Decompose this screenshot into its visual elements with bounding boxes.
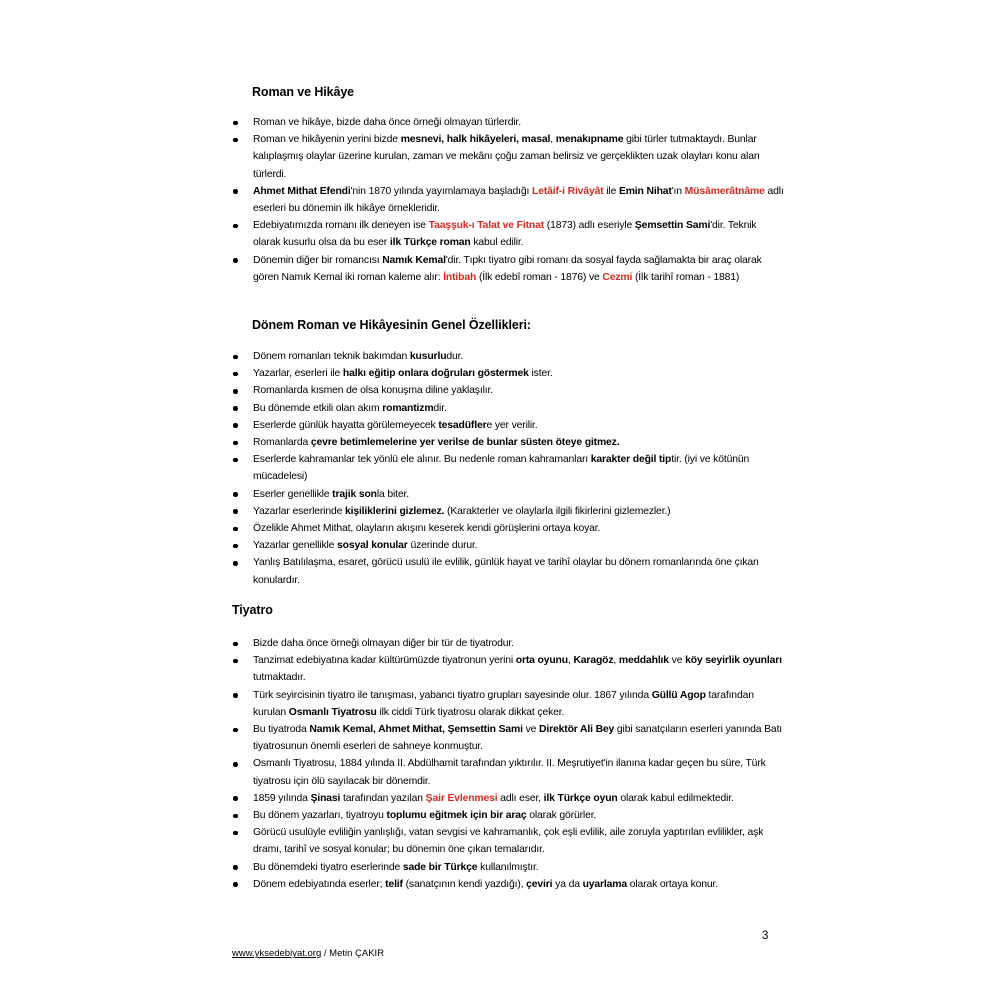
text-segment: 'dir. Teknik olarak kusurlu olsa da bu eser bbox=[253, 220, 757, 249]
text-segment: dur. bbox=[446, 351, 464, 362]
text-segment: tutmaktadır. bbox=[253, 672, 306, 684]
text-segment: olarak ortaya konur. bbox=[627, 878, 719, 890]
list-item bbox=[232, 365, 784, 382]
list-item bbox=[232, 520, 784, 537]
text-segment: e yer verilir. bbox=[486, 419, 538, 431]
section-heading-roman: Roman ve Hikâye bbox=[252, 85, 355, 99]
text-segment: Görücü usulüyle evliliğin yanlışlığı, vatan sevgisi ve kahramanlık, çok eşli evlilik, aile zoruyla yaptırılan evlilikler, aşk dramı, tarihî ve sosyal konular; bu dönemin öne çıkan temalarıdır. bbox=[253, 827, 764, 856]
bullet-list-roman bbox=[232, 114, 784, 286]
bold-text: orta oyunu bbox=[515, 655, 568, 667]
text-segment: 1859 yılında bbox=[253, 792, 311, 804]
list-item bbox=[232, 790, 784, 807]
list-item bbox=[232, 824, 784, 858]
text-segment: Osmanlı Tiyatrosu, 1884 yılında II. Abdülhamit tarafından yıktırılır. II. Meşrutiyet'in ilanına kadar geçen bu süre, Türk tiyatrosu için ölü sayılacak bir dönemdir. bbox=[253, 758, 766, 787]
text-segment: Roman ve hikâye, bizde daha önce örneği olmayan türlerdir. bbox=[253, 117, 521, 128]
bold-text: halkı eğitip onlara doğruları göstermek bbox=[342, 368, 529, 380]
bold-text: köy seyirlik oyunları bbox=[685, 655, 782, 667]
text-segment: olarak görürler. bbox=[526, 810, 597, 822]
list-item bbox=[232, 252, 784, 286]
bold-text: Namık Kemal bbox=[382, 254, 446, 266]
text-segment: Dönem edebiyatında eserler; bbox=[253, 878, 386, 890]
bold-text: kişiliklerini gizlemez. bbox=[344, 505, 445, 517]
bold-text: çevre betimlemelerine yer verilse de bunlar süsten öteye gitmez. bbox=[310, 437, 620, 449]
footer bbox=[232, 948, 384, 959]
text-segment: tarafından kurulan bbox=[253, 689, 754, 718]
list-item bbox=[232, 503, 784, 520]
bold-text: Ahmet Mithat Efendi bbox=[253, 185, 351, 197]
footer-website-link[interactable]: www.yksedebiyat.org bbox=[232, 948, 322, 959]
list-item bbox=[232, 400, 784, 417]
bold-text: mesnevi, halk hikâyeleri, masal bbox=[400, 134, 551, 146]
list-item bbox=[232, 652, 784, 686]
highlighted-title: Letâif-i Rivâyât bbox=[532, 185, 604, 197]
bold-text: uyarlama bbox=[582, 878, 628, 890]
text-segment: ya da bbox=[552, 878, 583, 890]
text-segment: Dönem romanları teknik bakımdan bbox=[253, 351, 410, 362]
text-segment: Yazarlar eserlerinde bbox=[253, 505, 345, 517]
text-segment: adlı eserleri bu dönemin ilk hikâye örnekleridir. bbox=[253, 185, 784, 215]
text-segment: ister. bbox=[528, 368, 553, 380]
text-segment: Yazarlar, eserleri ile bbox=[253, 368, 343, 380]
text-segment: (İlk edebî roman - 1876) ve bbox=[476, 271, 603, 283]
list-item bbox=[232, 635, 784, 652]
bold-text: Namık Kemal, Ahmet Mithat, Şemsettin Sami bbox=[309, 724, 523, 736]
text-segment: dir. bbox=[433, 402, 447, 414]
text-segment: Bu tiyatroda bbox=[253, 724, 310, 736]
bold-text: ilk Türkçe oyun bbox=[543, 792, 618, 804]
bold-text: Şinasi bbox=[310, 792, 341, 804]
text-segment: (İlk tarihî roman - 1881) bbox=[632, 271, 740, 283]
highlighted-title: İntibah bbox=[443, 271, 477, 283]
list-item bbox=[232, 114, 784, 131]
list-item bbox=[232, 537, 784, 554]
footer-separator: / bbox=[321, 948, 330, 959]
text-segment: la biter. bbox=[376, 488, 410, 500]
text-segment: (1873) adlı eseriyle bbox=[544, 220, 635, 232]
text-segment: olarak kabul edilmektedir. bbox=[617, 792, 734, 804]
text-segment: 'nin 1870 yılında yayımlamaya başladığı bbox=[350, 185, 532, 197]
list-item bbox=[232, 131, 784, 183]
text-segment: ve bbox=[522, 724, 540, 736]
highlighted-title: Cezmi bbox=[602, 271, 633, 283]
list-item bbox=[232, 554, 784, 588]
bold-text: Şemsettin Sami bbox=[634, 220, 711, 232]
bold-text: romantizm bbox=[382, 402, 434, 414]
text-segment: Edebiyatımızda romanı ilk deneyen ise bbox=[253, 220, 429, 232]
bold-text: tesadüfler bbox=[438, 419, 487, 431]
section-heading-tiyatro: Tiyatro bbox=[232, 603, 273, 617]
bold-text: ilk Türkçe roman bbox=[389, 237, 471, 249]
bold-text: Güllü Agop bbox=[651, 689, 706, 701]
text-segment: , bbox=[550, 134, 556, 146]
text-segment: Bizde daha önce örneği olmayan diğer bir tür de tiyatrodur. bbox=[253, 638, 514, 649]
list-item bbox=[232, 486, 784, 503]
text-segment: ve bbox=[668, 655, 686, 667]
list-item bbox=[232, 859, 784, 876]
text-segment: Tanzimat edebiyatına kadar kültürümüzde tiyatronun yerini bbox=[253, 655, 516, 667]
text-segment: 'ın bbox=[671, 185, 685, 197]
page-number: 3 bbox=[762, 930, 769, 942]
text-segment: Romanlarda bbox=[253, 437, 311, 449]
bold-text: sade bir Türkçe bbox=[402, 861, 478, 873]
footer-author: Metin ÇAKIR bbox=[329, 948, 385, 959]
bold-text: karakter değil tip bbox=[590, 454, 672, 466]
list-item bbox=[232, 451, 784, 485]
text-segment: ilk ciddi Türk tiyatrosu olarak dikkat çeker. bbox=[376, 706, 565, 718]
bold-text: kusurlu bbox=[409, 351, 447, 362]
bold-text: Osmanlı Tiyatrosu bbox=[288, 706, 377, 718]
list-item bbox=[232, 417, 784, 434]
list-item bbox=[232, 382, 784, 399]
bold-text: Direktör Ali Bey bbox=[539, 724, 615, 736]
list-item bbox=[232, 183, 784, 217]
text-segment: Yazarlar genellikle bbox=[253, 540, 338, 552]
bold-text: çeviri bbox=[526, 878, 553, 890]
text-segment: kabul edilir. bbox=[470, 237, 524, 249]
bullet-list-ozellikler bbox=[232, 348, 784, 589]
bold-text: Karagöz bbox=[573, 655, 614, 667]
text-segment: 'dir. Tıpkı tiyatro gibi romanı da sosyal fayda sağlamakta bir araç olarak gören Namık Kemal iki roman kaleme alır: bbox=[253, 254, 762, 283]
text-segment: Özelikle Ahmet Mithat, olayların akışını keserek kendi görüşlerini ortaya koyar. bbox=[253, 523, 601, 535]
bold-text: trajik son bbox=[332, 488, 377, 500]
list-item bbox=[232, 755, 784, 789]
text-segment: , bbox=[613, 655, 619, 667]
bold-text: toplumu eğitmek için bir araç bbox=[386, 810, 527, 822]
list-item bbox=[232, 348, 784, 365]
list-item bbox=[232, 217, 784, 251]
list-item bbox=[232, 687, 784, 721]
text-segment: Bu dönemde etkili olan akım bbox=[253, 402, 383, 414]
list-item bbox=[232, 434, 784, 451]
text-segment: Eserlerde kahramanlar tek yönlü ele alınır. Bu nedenle roman kahramanları bbox=[253, 454, 591, 466]
list-item bbox=[232, 876, 784, 893]
list-item bbox=[232, 721, 784, 755]
bullet-list-tiyatro bbox=[232, 635, 784, 893]
text-segment: (sanatçının kendi yazdığı), bbox=[402, 878, 527, 890]
text-segment: Yanlış Batılılaşma, esaret, görücü usulü ile evlilik, günlük hayat ve tarihî olaylar bu dönem romanlarında öne çıkan konulardır. bbox=[253, 557, 759, 586]
bold-text: meddahlık bbox=[618, 655, 669, 667]
section-heading-ozellikler: Dönem Roman ve Hikâyesinin Genel Özellikleri: bbox=[252, 318, 531, 332]
text-segment: gibi sanatçıların eserleri yanında Batı tiyatrosunun önemli eserleri de sahneye konmuştur. bbox=[253, 724, 783, 753]
bold-text: menakıpname bbox=[555, 134, 624, 146]
text-segment: Romanlarda kısmen de olsa konuşma diline yaklaşılır. bbox=[253, 385, 493, 397]
text-segment: , bbox=[567, 655, 574, 667]
text-segment: Eserlerde günlük hayatta görülemeyecek bbox=[253, 419, 439, 431]
text-segment: adlı eser, bbox=[497, 792, 544, 804]
text-segment: Bu dönemdeki tiyatro eserlerinde bbox=[253, 861, 403, 873]
bold-text: telif bbox=[385, 878, 403, 890]
text-segment: üzerinde durur. bbox=[407, 540, 478, 552]
list-item bbox=[232, 807, 784, 824]
text-segment: Bu dönem yazarları, tiyatroyu bbox=[253, 810, 387, 822]
text-segment: kullanılmıştır. bbox=[477, 861, 539, 873]
highlighted-title: Taaşşuk-ı Talat ve Fitnat bbox=[428, 220, 545, 232]
text-segment: (Karakterler ve olaylarla ilgili fikirlerini gizlemezler.) bbox=[444, 505, 671, 517]
highlighted-title: Şair Evlenmesi bbox=[425, 792, 498, 804]
text-segment: Eserler genellikle bbox=[253, 488, 333, 500]
text-segment: tir. (iyi ve kötünün mücadelesi) bbox=[253, 454, 750, 483]
text-segment: ile bbox=[603, 185, 619, 197]
text-segment: Roman ve hikâyenin yerini bizde bbox=[253, 134, 401, 146]
text-segment: tarafından yazılan bbox=[340, 792, 426, 804]
text-segment: Türk seyircisinin tiyatro ile tanışması, yabancı tiyatro grupları sayesinde olur. 1867 yılında bbox=[253, 689, 652, 701]
bold-text: Emin Nihat bbox=[618, 185, 672, 197]
bold-text: sosyal konular bbox=[337, 540, 408, 552]
highlighted-title: Müsâmerâtnâme bbox=[684, 185, 765, 197]
text-segment: Dönemin diğer bir romancısı bbox=[253, 254, 383, 266]
text-segment: gibi türler tutmaktaydı. Bunlar kalıplaşmış olaylar üzerine kurulan, zaman ve mekânı çoğu zaman belirsiz ve gerçeklikten uzak olayları konu alan türlerdi. bbox=[253, 134, 760, 180]
